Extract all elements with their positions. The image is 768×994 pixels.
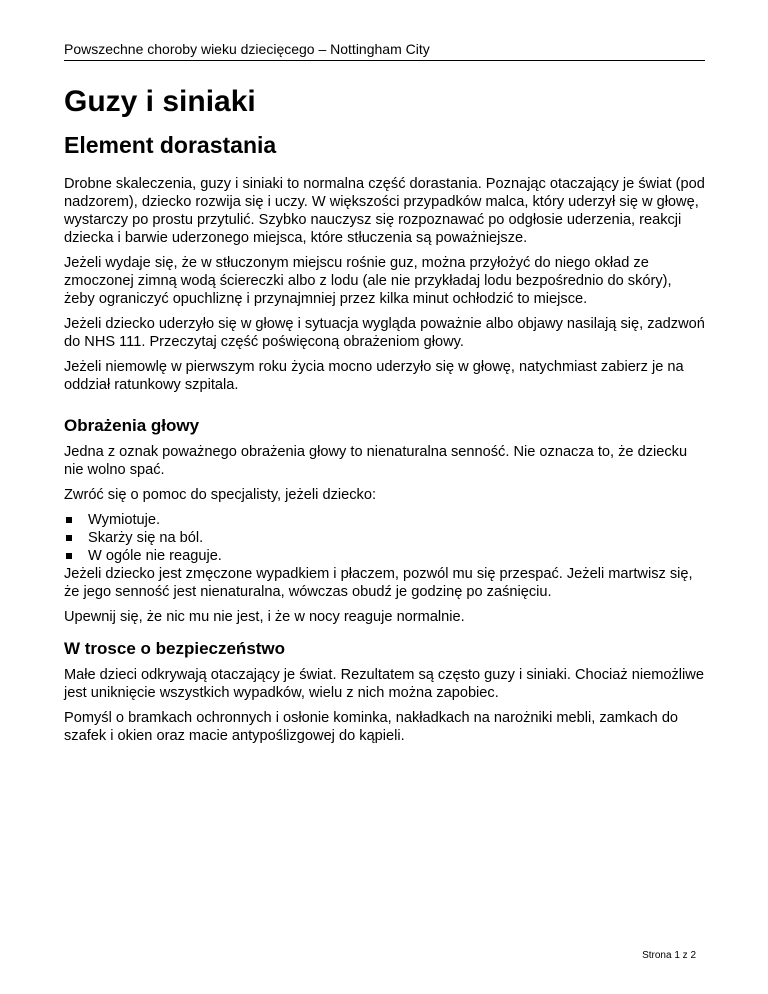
list-item: W ogóle nie reaguje. [64,547,705,565]
bullet-icon [66,517,72,523]
head-injuries-heading: Obrażenia głowy [64,416,200,435]
running-header: Powszechne choroby wieku dziecięcego – Nottingham City [64,40,705,61]
symptom-list [64,511,705,565]
bullet-icon [66,535,72,541]
head-injuries-section [64,415,705,633]
list-item: Skarży się na ból. [64,529,705,547]
safety-paragraph-1: Małe dzieci odkrywają otaczający je świat. Rezultatem są często guzy i siniaki. Chociaż niemożliwe jest uniknięcie wszystkich wypadków, wielu z nich można zapobiec. [64,667,704,701]
intro-paragraph-4: Jeżeli niemowlę w pierwszym roku życia mocno uderzyło się w głowę, natychmiast zabierz je na oddział ratunkowy szpitala. [64,359,684,393]
page-title: Guzy i siniaki [64,85,256,118]
safety-paragraph-2: Pomyśl o bramkach ochronnych i osłonie kominka, nakładkach na narożniki mebli, zamkach do szafek i okien oraz macie antypoślizgowej do kąpieli. [64,710,679,744]
head-injuries-paragraph-2: Zwróć się o pomoc do specjalisty, jeżeli dziecko: [64,487,376,503]
bullet-icon [66,553,72,559]
list-item: Wymiotuje. [64,511,705,529]
safety-section [64,638,705,752]
intro-paragraph-1: Drobne skaleczenia, guzy i siniaki to normalna część dorastania. Poznając otaczający je świat (pod nadzorem), dziecko rozwija się i uczy. W większości przypadków malca, który uderzył się w głowę, wystarczy po prostu przytulić. Szybko nauczysz się rozpoznawać po odgłosie uderzenia, reakcji dziecka i barwie uderzonego miejsca, które stłuczenia są poważniejsze. [64,176,705,246]
safety-heading: W trosce o bezpieczeństwo [64,639,286,658]
intro-section [64,175,705,401]
head-injuries-paragraph-3: Jeżeli dziecko jest zmęczone wypadkiem i płaczem, pozwól mu się przespać. Jeżeli martwisz się, że jego senność jest nienaturalna, wówczas obudź je godzinę po zaśnięciu. [64,566,693,600]
head-injuries-paragraph-1: Jedna z oznak poważnego obrażenia głowy to nienaturalna senność. Nie oznacza to, że dziecku nie wolno spać. [64,444,688,478]
head-injuries-paragraph-4: Upewnij się, że nic mu nie jest, i że w nocy reaguje normalnie. [64,609,465,625]
page-number: Strona 1 z 2 [642,950,696,961]
intro-paragraph-2: Jeżeli wydaje się, że w stłuczonym miejscu rośnie guz, można przyłożyć do niego okład ze zmoczonej zimną wodą ściereczki albo z lodu (ale nie przykładaj lodu bezpośrednio do skóry), żeby ograniczyć opuchliznę i przynajmniej przez kilka minut ochłodzić to miejsce. [64,255,672,307]
intro-paragraph-3: Jeżeli dziecko uderzyło się w głowę i sytuacja wygląda poważnie albo objawy nasilają się, zadzwoń do NHS 111. Przeczytaj część poświęconą obrażeniom głowy. [64,316,705,350]
page-subtitle: Element dorastania [64,132,277,158]
